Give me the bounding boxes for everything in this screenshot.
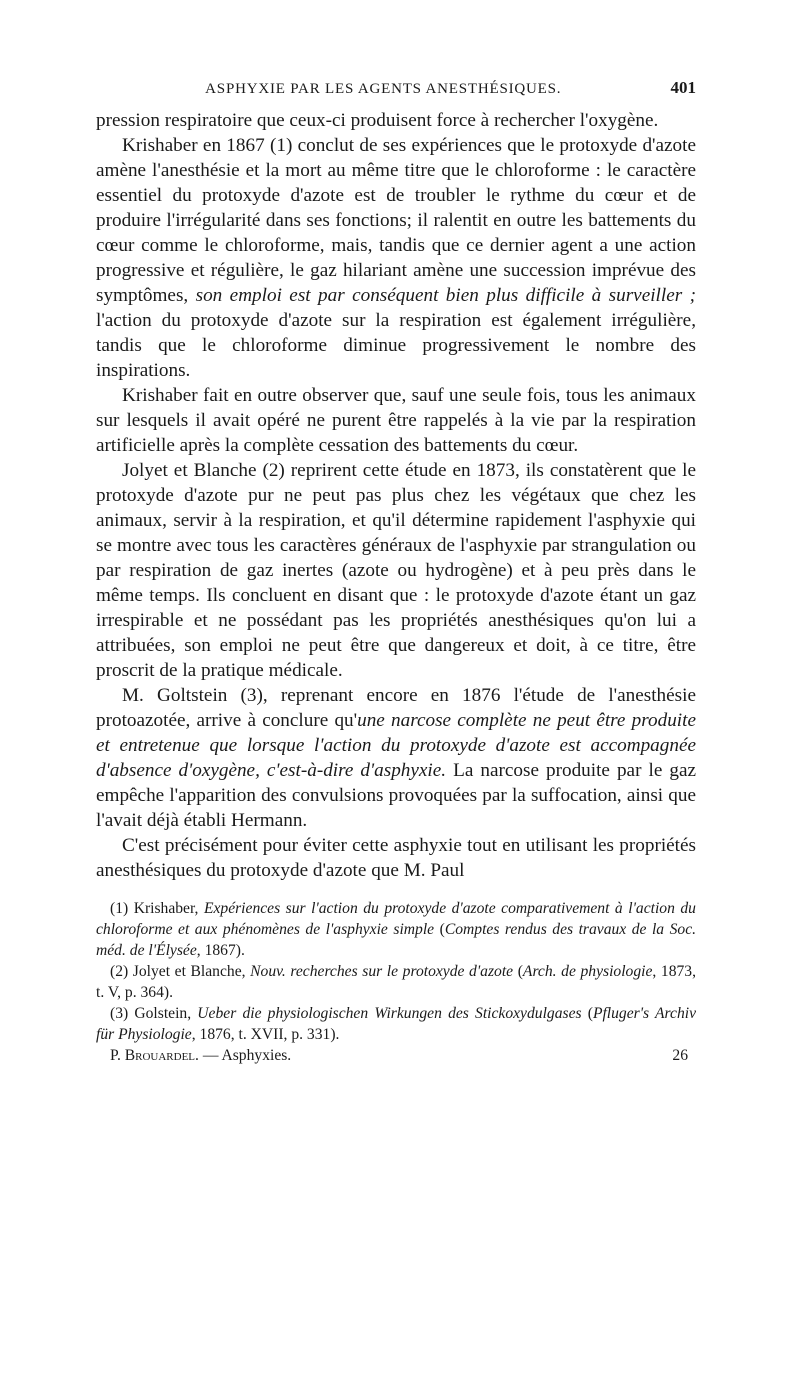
page-number: 401: [670, 78, 696, 97]
paragraph: [96, 833, 696, 883]
running-title: ASPHYXIE PAR LES AGENTS ANESTHÉSIQUES.: [205, 81, 562, 97]
paragraph: [96, 383, 696, 458]
text-run: Krishaber fait en outre observer que, sauf une seule fois, tous les animaux sur lesquels il avait opéré ne purent être rappelés à la vie par la respiration artificielle après la complète cessation des battements du cœur.: [96, 385, 696, 456]
text-run: (: [581, 1005, 593, 1022]
text-run: (: [434, 921, 445, 938]
footer-book-title: Asphyxies.: [221, 1047, 292, 1064]
text-run: , 1873, t. V, p. 364).: [96, 963, 696, 1001]
text-run: l'action du protoxyde d'azote sur la respiration est également irrégulière, tandis que le chloroforme diminue progressivement le nombre des inspirations.: [96, 310, 696, 381]
italic-text: Arch. de physiologie: [522, 963, 653, 980]
text-run: M. Goltstein (3), reprenant encore en 1876 l'étude de l'anesthésie protoazotée, arrive à conclure qu': [96, 685, 696, 731]
footer-author: P. Brouardel.: [110, 1047, 199, 1064]
footnote: [96, 1003, 696, 1045]
text-run: (2) Jolyet et Blanche,: [110, 963, 251, 980]
text-run: (1) Krishaber,: [110, 900, 204, 917]
footnotes: [96, 898, 696, 1066]
italic-text: une narcose complète ne peut être produite et entretenue que lorsque l'action du protoxyde d'azote est accompagnée d'absence d'oxygène, c'est-à-dire d'asphyxie.: [96, 710, 696, 781]
italic-text: Comptes rendus des travaux de la Soc. méd. de l'Élysée: [96, 921, 697, 959]
paragraph: [96, 108, 696, 133]
paragraph: [96, 683, 696, 833]
paragraph: [96, 458, 696, 683]
paragraph: [96, 133, 696, 383]
document-page: [96, 78, 696, 1066]
footnote: [96, 961, 696, 1003]
footer-credit: [110, 1045, 291, 1066]
text-run: (: [513, 963, 523, 980]
italic-text: Pfluger's Archiv für Physiologie: [96, 1005, 696, 1043]
text-run: C'est précisément pour éviter cette asphyxie tout en utilisant les propriétés anesthésiques du protoxyde d'azote que M. Paul: [96, 835, 696, 881]
text-run: (3) Golstein,: [110, 1005, 198, 1022]
text-run: Jolyet et Blanche (2) reprirent cette étude en 1873, ils constatèrent que le protoxyde d'azote pur ne peut pas plus chez les végétaux que chez les animaux, servir à la respiration, et qu'il détermine rapidement l'asphyxie qui se montre avec tous les caractères généraux de l'asphyxie par strangulation ou par respiration de gaz inertes (azote ou hydrogène) et à peu près dans le même temps. Ils concluent en disant que : le protoxyde d'azote étant un gaz irrespirable et ne possédant pas les propriétés anesthésiques qu'on lui a attribuées, son emploi ne peut être que dangereux et doit, à ce titre, être proscrit de la pratique médicale.: [96, 460, 696, 681]
italic-text: son emploi est par conséquent bien plus difficile à surveiller ;: [195, 285, 696, 306]
text-run: Krishaber en 1867 (1) conclut de ses expériences que le protoxyde d'azote amène l'anesthésie et la mort au même titre que le chloroforme : le caractère essentiel du protoxyde d'azote est de troubler le rythme du cœur et de produire l'irrégularité dans ses fonctions; il ralentit en outre les battements du cœur comme le chloroforme, mais, tandis que ce dernier agent a une action progressive et régulière, le gaz hilariant amène une succession imprévue des symptômes,: [96, 135, 696, 306]
running-header: [96, 78, 696, 104]
page-footer: [96, 1045, 696, 1066]
italic-text: Nouv. recherches sur le protoxyde d'azote: [250, 963, 514, 980]
footnote: [96, 898, 696, 961]
signature-mark: 26: [672, 1047, 688, 1064]
body-text: [96, 108, 696, 883]
text-run: pression respiratoire que ceux-ci produisent force à rechercher l'oxygène.: [96, 110, 659, 131]
text-run: , 1876, t. XVII, p. 331).: [191, 1026, 340, 1043]
text-run: , 1867).: [196, 942, 245, 959]
footer-separator: —: [198, 1047, 222, 1064]
italic-text: Expériences sur l'action du protoxyde d'azote comparativement à l'action du chloroforme et aux phénomènes de l'asphyxie simple: [96, 900, 696, 938]
italic-text: Ueber die physiologischen Wirkungen des Stickoxydulgases: [197, 1005, 582, 1022]
text-run: La narcose produite par le gaz empêche l'apparition des convulsions provoquées par la suffocation, ainsi que l'avait déjà établi Hermann.: [96, 760, 696, 831]
